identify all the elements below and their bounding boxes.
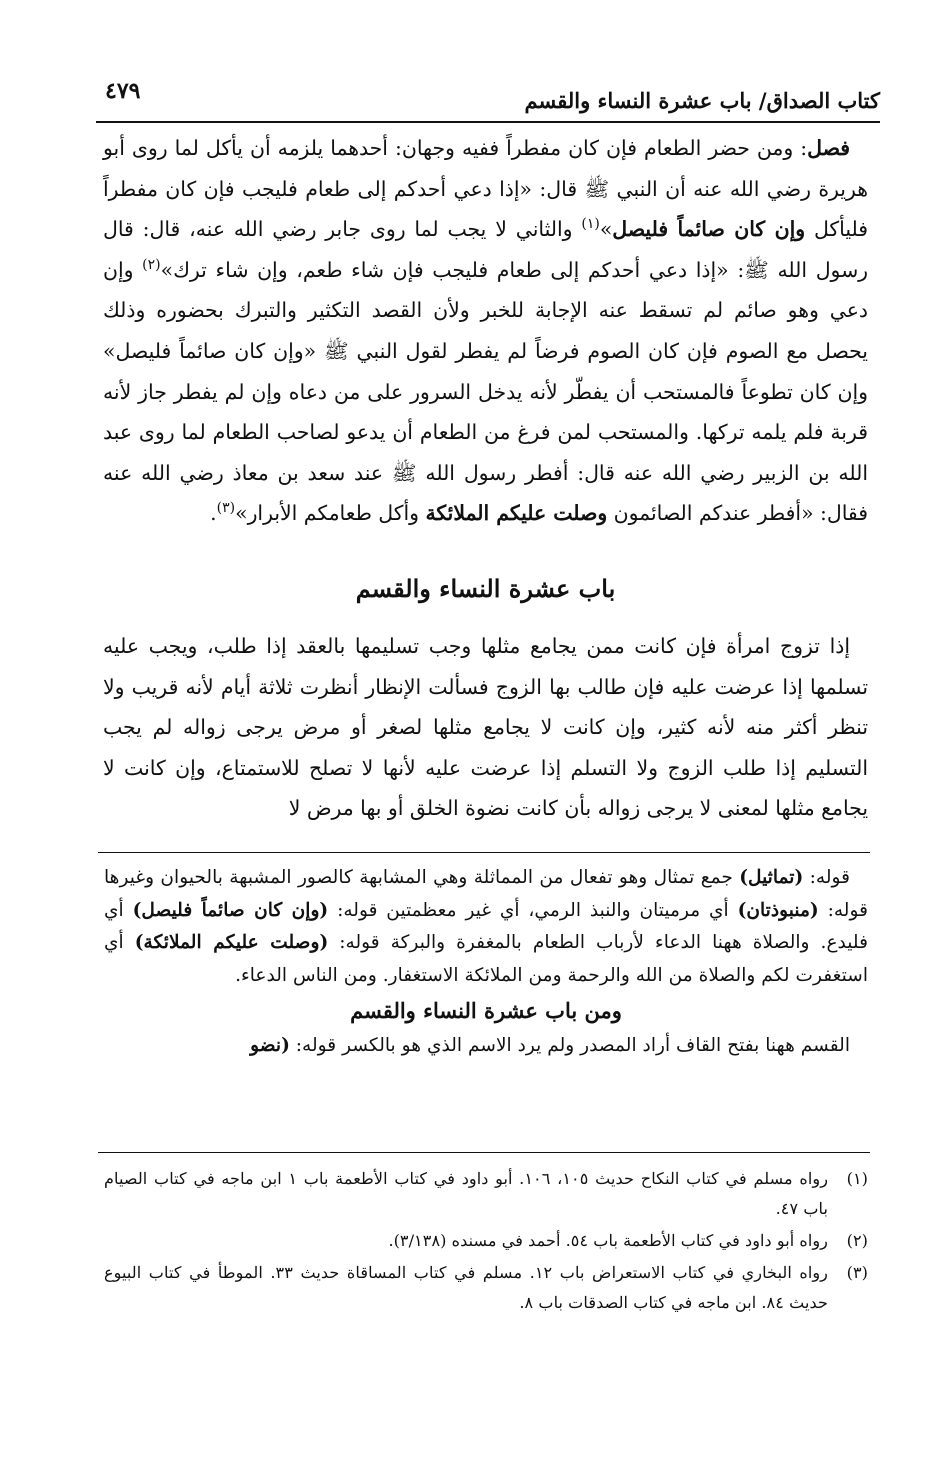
bold-hadith-phrase: وصلت عليكم الملائكة [425, 501, 608, 526]
text-segment: . [210, 501, 217, 526]
footnote-ref-1: (١) [581, 216, 600, 233]
term: (تماثيل) [739, 867, 804, 888]
fasl-label: فصل [807, 136, 850, 160]
term: (نضو [250, 1035, 290, 1056]
text-segment: » [599, 217, 613, 242]
footnote-text: رواه البخاري في كتاب الاستعراض باب ١٢. مسلم في كتاب المساقاة حديث ٣٣. الموطأ في كتاب البيوع حديث ٨٤. ابن ماجه في كتاب الصدقات باب ٨. [104, 1263, 828, 1312]
commentary-heading: ومن باب عشرة النساء والقسم [350, 998, 622, 1023]
text-segment: أي مرميتان والنبذ الرمي، أي غير معظمتين قوله: [328, 899, 738, 921]
footnote-ref-3: (٣) [216, 500, 236, 517]
main-text-section [103, 626, 868, 829]
footnote-ref-2: (٢) [142, 256, 161, 273]
commentary-paragraph [104, 862, 868, 992]
chapter-title: كتاب الصداق/ باب عشرة النساء والقسم [524, 88, 880, 113]
commentary-paragraph [104, 1030, 868, 1063]
header-rule [96, 121, 880, 123]
text-segment: : ومن حضر الطعام فإن كان مفطراً ففيه وجهان: أحدهما يلزمه أن يأكل لما روى أبو هريرة رضي الله عنه أن النبي ﷺ قال: «إذا دعي أحدكم إلى طعام فليجب فإن كان مفطراً فليأكل [103, 136, 868, 242]
text-segment: وإن دعي وهو صائم لم تسقط عنه الإجابة للخبر ولأن القصد التكثير والتبرك بحضوره وذلك يحصل مع الصوم فإن كان الصوم فرضاً لم يفطر لقول النبي ﷺ «وإن كان صائماً فليصل» وإن كان تطوعاً فالمستحب أن يفطّر لأنه يدخل السرور على من دعاه وإن لم يفطر جاز لأنه قربة فلم يلمه تركها. والمستحب لمن فرغ من الطعام أن يدعو لصاحب الطعام لما روى عبد الله بن الزبير رضي الله عنه قال: أفطر رسول الله ﷺ عند سعد بن معاذ رضي الله عنه فقال: «أفطر عندكم الصائمون [103, 257, 868, 526]
footnote-number: (١) [846, 1169, 868, 1188]
footnote-text: رواه أبو داود في كتاب الأطعمة باب ٥٤. أحمد في مسنده (٣/١٣٨). [388, 1231, 828, 1250]
text-segment: والثاني لا يجب لما روى جابر رضي الله عنه، قال: قال رسول الله ﷺ: «إذا دعي أحدكم إلى طعام فليجب فإن شاء طعم، وإن شاء ترك» [103, 217, 869, 282]
footnote-divider [98, 1152, 870, 1153]
footnote [104, 1164, 868, 1224]
bold-hadith-phrase: وإن كان صائماً فليصل [612, 217, 806, 242]
text-segment: القسم ههنا بفتح القاف أراد المصدر ولم يرد الاسم الذي هو بالكسر قوله: [289, 1035, 850, 1056]
commentary-divider [98, 852, 870, 853]
text-segment: أي استغفرت لكم والصلاة من الله والرحمة ومن الملائكة الاستغفار. ومن الناس الدعاء. [104, 932, 868, 986]
footnote [104, 1258, 868, 1318]
commentary [104, 862, 868, 1063]
paragraph-marriage: إذا تزوج امرأة فإن كانت ممن يجامع مثلها وجب تسليمها بالعقد إذا طلب، ويجب عليه تسلمها إذا عرضت عليه فإن طالب بها الزوج فسألت الإنظار أنظرت ثلاثة أيام لأنه قريب ولا تنظر أكثر منه لأنه كثير، وإن كانت لا يجامع مثلها لصغر أو مرض يرجى زواله لم يجب التسليم إذا طلب الزوج ولا التسلم إذا عرضت عليه لأنها لا تصلح للاستمتاع، وإن كانت لا يجامع مثلها لمعنى لا يرجى زواله بأن كانت نضوة الخلق أو بها مرض لا [103, 634, 868, 821]
text-segment: قوله: [803, 867, 850, 888]
term: (وصلت عليكم الملائكة) [134, 932, 329, 953]
footnote-text: رواه مسلم في كتاب النكاح حديث ١٠٥، ١٠٦. أبو داود في كتاب الأطعمة باب ١ ابن ماجه في كتاب الصيام باب ٤٧. [104, 1169, 829, 1218]
main-text [103, 128, 868, 534]
term: (وإن كان صائماً فليصل) [132, 899, 329, 921]
text-segment: أي فليدع. والصلاة ههنا الدعاء لأرباب الطعام بالمغفرة والبركة قوله: [104, 899, 868, 953]
footnote [104, 1226, 868, 1256]
paragraph-fasl [103, 128, 868, 534]
term: (منبوذتان) [737, 899, 819, 921]
footnotes [104, 1164, 868, 1320]
section-heading: باب عشرة النساء والقسم [355, 574, 616, 603]
text-segment: جمع تمثال وهو تفعال من المماثلة وهي المشابهة كالصور المشبهة بالحيوان وغيرها قوله: [104, 867, 868, 921]
text-segment: وأكل طعامكم الأبرار» [235, 501, 426, 526]
running-header [95, 78, 880, 122]
footnote-number: (٣) [846, 1263, 868, 1282]
footnote-number: (٢) [846, 1231, 868, 1250]
page-number: ٤٧٩ [105, 78, 141, 104]
